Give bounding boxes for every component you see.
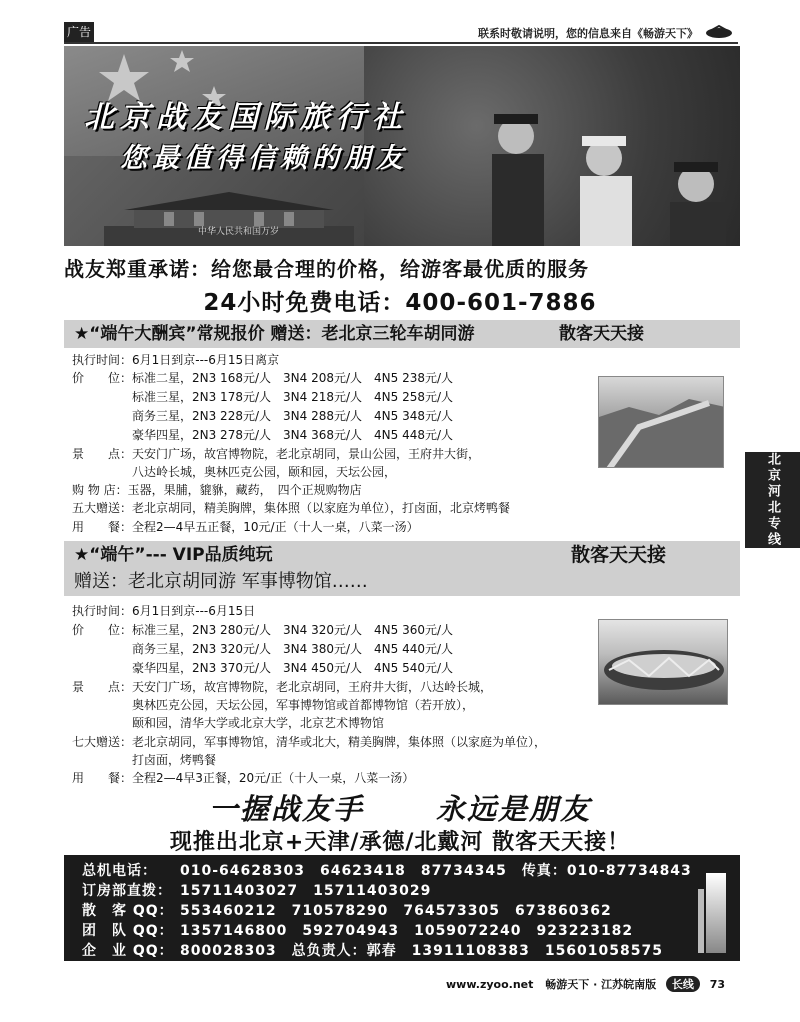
section2-title: ★“端午”--- VIP品质纯玩 bbox=[74, 545, 273, 565]
section-chip: 长线 bbox=[666, 976, 700, 992]
contact-row bbox=[82, 920, 633, 940]
section1-line: 商务三星，2N3 228元/人 3N4 288元/人 4N5 348元/人 bbox=[72, 409, 454, 423]
section2-line: 价 位：标准三星，2N3 280元/人 3N4 320元/人 4N5 360元/人 bbox=[72, 623, 454, 637]
section1-title: ★“端午大酬宾”常规报价 赠送：老北京三轮车胡同游 bbox=[74, 324, 475, 344]
section1-line: 标准三星，2N3 178元/人 3N4 218元/人 4N5 258元/人 bbox=[72, 390, 454, 404]
contact-row bbox=[82, 900, 612, 920]
section1-line: 执行时间：6月1日到京---6月15日离京 bbox=[72, 353, 280, 367]
tiananmen-gate-image bbox=[104, 186, 354, 246]
publication-name: 畅游天下 · 江苏皖南版 bbox=[545, 978, 657, 991]
slogan-left: 一握战友手 bbox=[208, 792, 364, 826]
hotline: 24小时免费电话：400-601-7886 bbox=[203, 290, 597, 316]
top-bar bbox=[64, 22, 738, 44]
section1-line: 购 物 店：玉器，果脯，貔貅，藏药， 四个正规购物店 bbox=[72, 483, 362, 497]
page-footer bbox=[446, 976, 725, 992]
promise-headline: 战友郑重承诺：给您最合理的价格，给游客最优质的服务 bbox=[64, 257, 589, 281]
decorative-bar bbox=[706, 873, 726, 953]
website-link[interactable]: www.zyoo.net bbox=[446, 978, 534, 991]
contact-label: 团 队 QQ： bbox=[82, 923, 174, 939]
section1-line: 价 位：标准二星，2N3 168元/人 3N4 208元/人 4N5 238元/人 bbox=[72, 371, 454, 385]
birds-nest-stadium-photo bbox=[598, 619, 728, 705]
section1-line: 用 餐：全程2—4早五正餐，10元/正（十人一桌，八菜一汤） bbox=[72, 520, 419, 534]
magazine-logo-icon bbox=[704, 24, 734, 40]
hero-banner bbox=[64, 46, 740, 246]
section2-header bbox=[64, 541, 740, 569]
section1-line: 五大赠送：老北京胡同，精美胸牌，集体照（以家庭为单位），打卤面，北京烤鸭餐 bbox=[72, 501, 511, 515]
contact-block bbox=[64, 855, 740, 961]
routes-line: 现推出北京+天津/承德/北戴河 散客天天接！ bbox=[169, 830, 631, 855]
contact-value: 15711403027 15711403029 bbox=[180, 883, 432, 899]
agency-name: 北京战友国际旅行社 bbox=[84, 100, 408, 135]
contact-label: 订房部直拨： bbox=[82, 883, 172, 899]
contact-value: 1357146800 592704943 1059072240 923223182 bbox=[180, 923, 634, 939]
section1-line: 八达岭长城，奥林匹克公园，颐和园，天坛公园， bbox=[72, 465, 397, 479]
contact-row bbox=[82, 880, 431, 900]
section2-line: 奥林匹克公园，天坛公园，军事博物馆或首都博物馆（若开放）， bbox=[72, 698, 475, 712]
section2-line: 打卤面，烤鸭餐 bbox=[72, 753, 217, 767]
section2-line: 用 餐：全程2—4早3正餐，20元/正（十人一桌，八菜一汤） bbox=[72, 771, 415, 785]
slogan-right: 永远是朋友 bbox=[436, 792, 592, 826]
section2-gift: 赠送：老北京胡同游 军事博物馆…… bbox=[64, 568, 740, 596]
section2-line: 豪华四星，2N3 370元/人 3N4 450元/人 4N5 540元/人 bbox=[72, 661, 454, 675]
section2-line: 景 点：天安门广场，故宫博物院，老北京胡同，王府井大街，八达岭长城， bbox=[72, 680, 493, 694]
contact-value: 010-64628303 64623418 87734345 传真：010-87734843 bbox=[180, 863, 692, 879]
great-wall-photo bbox=[598, 376, 724, 468]
great-wall-icon bbox=[599, 377, 724, 468]
contact-label: 散 客 QQ： bbox=[82, 903, 174, 919]
section2-line: 颐和园，清华大学或北京大学，北京艺术博物馆 bbox=[72, 716, 385, 730]
soldiers-saluting-image bbox=[464, 66, 740, 246]
section2-line: 商务三星，2N3 320元/人 3N4 380元/人 4N5 440元/人 bbox=[72, 642, 454, 656]
section1-line: 景 点：天安门广场，故宫博物院，老北京胡同，景山公园，王府井大街， bbox=[72, 447, 481, 461]
page-number: 73 bbox=[709, 978, 726, 991]
source-note: 联系时敬请说明，您的信息来自《畅游天下》 bbox=[478, 27, 698, 40]
section2-line: 七大赠送：老北京胡同，军事博物馆，清华或北大，精美胸牌，集体照（以家庭为单位）， bbox=[72, 735, 547, 749]
section2-line: 执行时间：6月1日到京---6月15日 bbox=[72, 604, 256, 618]
contact-row bbox=[82, 860, 692, 880]
stadium-icon bbox=[599, 620, 728, 705]
contact-label: 企 业 QQ： bbox=[82, 943, 174, 959]
route-side-tab bbox=[745, 452, 800, 548]
section2-daily-pickup: 散客天天接 bbox=[570, 544, 666, 566]
contact-row bbox=[82, 940, 663, 960]
contact-label: 总机电话： bbox=[82, 863, 157, 879]
contact-value: 553460212 710578290 764573305 673860362 bbox=[180, 903, 612, 919]
section1-line: 豪华四星，2N3 278元/人 3N4 368元/人 4N5 448元/人 bbox=[72, 428, 454, 442]
ad-tag: 广告 bbox=[64, 22, 94, 42]
side-tab-label: 北京河北专线 bbox=[765, 452, 780, 548]
gate-label: 中华人民共和国万岁 bbox=[198, 227, 280, 237]
agency-tagline: 您最值得信赖的朋友 bbox=[120, 143, 408, 174]
contact-value: 800028303 总负责人：郭春 13911108383 15601058575 bbox=[180, 943, 663, 959]
section1-header bbox=[64, 320, 740, 348]
section1-daily-pickup: 散客天天接 bbox=[559, 324, 644, 344]
slogan bbox=[0, 787, 800, 828]
decorative-bar bbox=[698, 889, 704, 953]
